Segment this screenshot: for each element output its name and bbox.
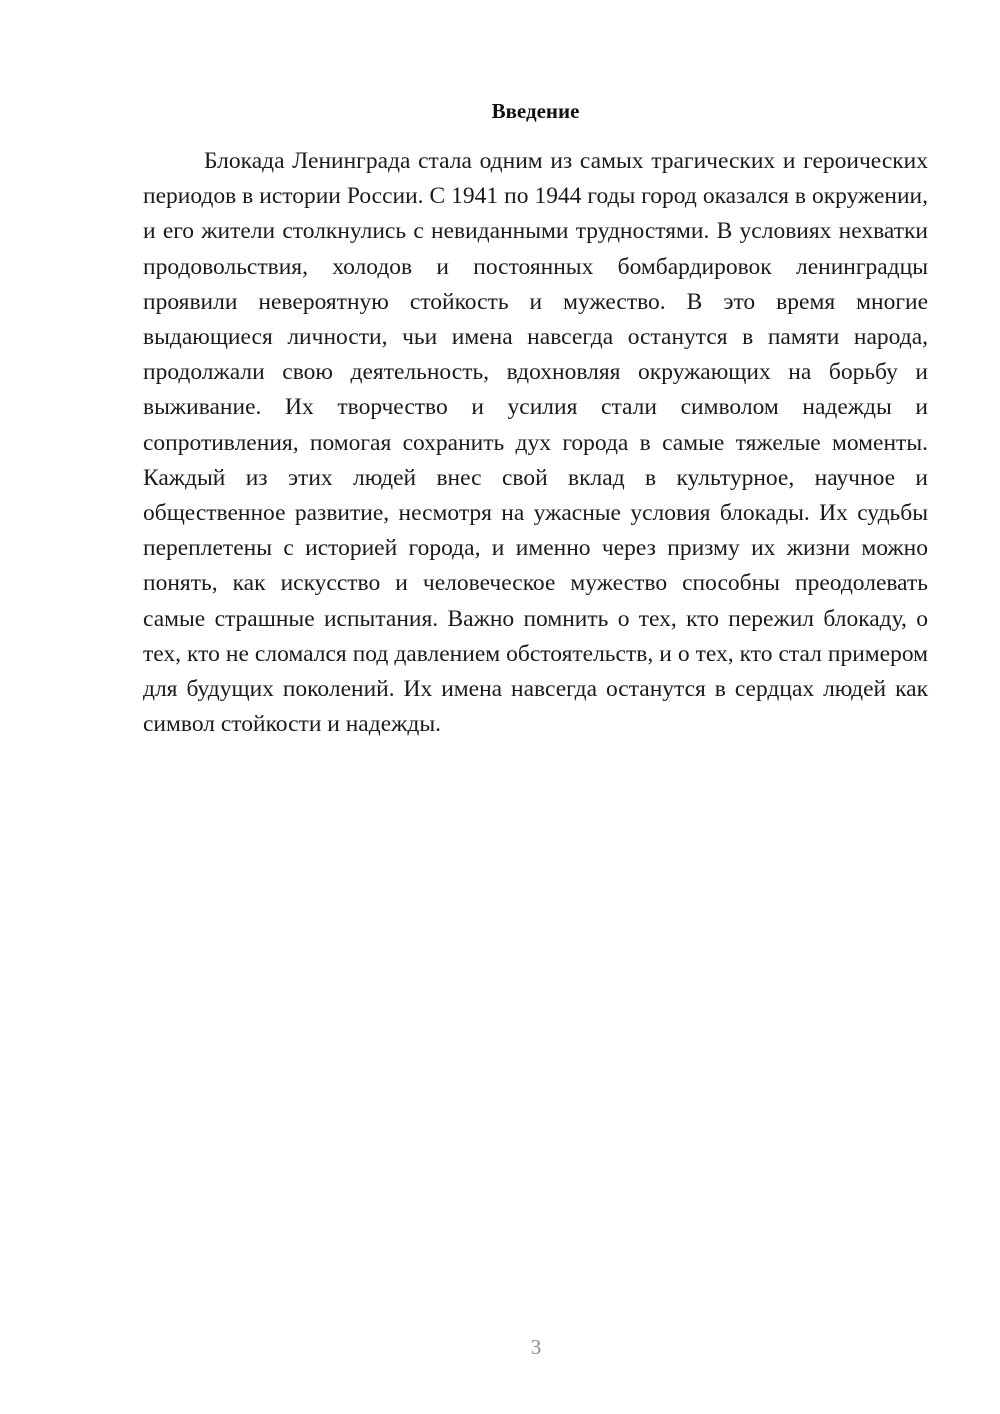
- page-number: 3: [530, 1335, 542, 1359]
- body-paragraph: Блокада Ленинграда стала одним из самых трагических и героических периодов в истории России. С 1941 по 1944 годы город оказался в окружении, и его жители столкнулись с невиданными трудностями. В условиях нехватки продовольствия, холодов и постоянных бомбардировок ленинградцы проявили невероятную стойкость и мужество. В это время многие выдающиеся личности, чьи имена навсегда останутся в памяти народа, продолжали свою деятельность, вдохновляя окружающих на борьбу и выживание. Их творчество и усилия стали символом надежды и сопротивления, помогая сохранить дух города в самые тяжелые моменты. Каждый из этих людей внес свой вклад в культурное, научное и общественное развитие, несмотря на ужасные условия блокады. Их судьбы переплетены с историей города, и именно через призму их жизни можно понять, как искусство и человеческое мужество способны преодолевать самые страшные испытания. Важно помнить о тех, кто пережил блокаду, о тех, кто не сломался под давлением обстоятельств, и о тех, кто стал примером для будущих поколений. Их имена навсегда останутся в сердцах людей как символ стойкости и надежды.: [143, 148, 928, 738]
- section-heading: Введение: [491, 99, 580, 123]
